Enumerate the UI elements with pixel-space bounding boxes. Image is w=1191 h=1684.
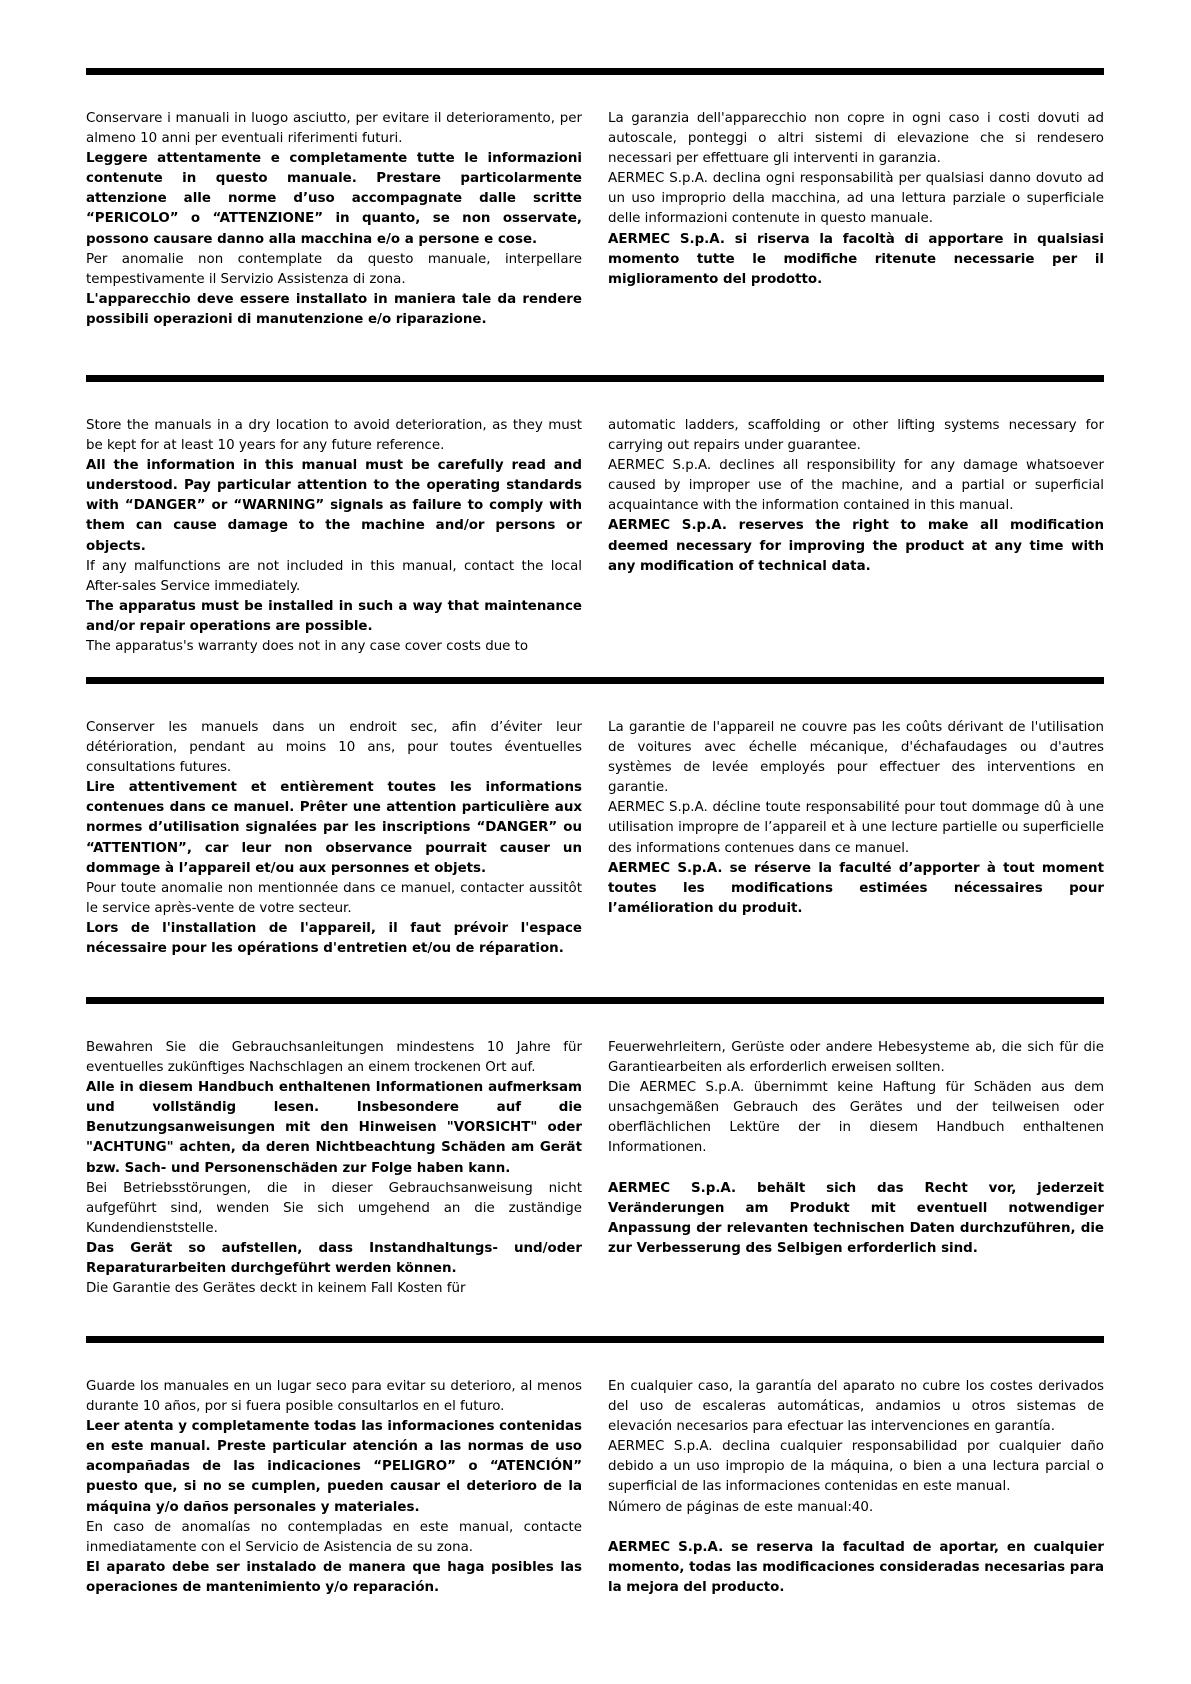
paragraph: AERMEC S.p.A. declina cualquier responsabilidad por cualquier daño debido a un uso impropio de la máquina, o bien a una lectura parcial o superficial de las informaciones contenidas en este manual.: [608, 1439, 1104, 1495]
section-rule: [86, 677, 1104, 684]
paragraph: automatic ladders, scaffolding or other lifting systems necessary for carrying out repairs under guarantee.: [608, 418, 1104, 454]
paragraph-bold: El aparato debe ser instalado de manera que haga posibles las operaciones de mantenimiento y/o reparación.: [86, 1559, 582, 1595]
paragraph-bold: Lors de l'installation de l'appareil, il faut prévoir l'espace nécessaire pour les opérations d'entretien et/ou de réparation.: [86, 920, 582, 957]
left-column: [86, 416, 582, 657]
paragraph-bold: AERMEC S.p.A. se reserva la facultad de aportar, en cualquier momento, todas las modificaciones consideradas necesarias para la mejora del producto.: [608, 1539, 1104, 1595]
right-column: [608, 1038, 1104, 1299]
paragraph: Conservare i manuali in luogo asciutto, per evitare il deterioramento, per almeno 10 anni per eventuali riferimenti futuri.: [86, 111, 582, 147]
paragraph: Die AERMEC S.p.A. übernimmt keine Haftung für Schäden aus dem unsachgemäßen Gebrauch des Gerätes und der teilweisen oder oberflächlichen Lektüre der in diesem Handbuch enthaltenen Informationen.: [608, 1080, 1104, 1156]
paragraph: Per anomalie non contemplate da questo manuale, interpellare tempestivamente il Servizio Assistenza di zona.: [86, 251, 582, 287]
paragraph-bold: All the information in this manual must be carefully read and understood. Pay particular attention to the operating standards with “DANGER” or “WARNING” signals as failure to comply with them can cause damage to the machine and/or persons or objects.: [86, 458, 582, 554]
paragraph: Feuerwehrleitern, Gerüste oder andere Hebesysteme ab, die sich für die Garantiearbeiten als erforderlich erweisen sollten.: [608, 1040, 1104, 1076]
paragraph-bold: AERMEC S.p.A. reserves the right to make all modification deemed necessary for improving the product at any time with any modification of technical data.: [608, 518, 1104, 574]
paragraph: The apparatus's warranty does not in any case cover costs due to: [86, 639, 529, 655]
paragraph: Guarde los manuales en un lugar seco para evitar su deterioro, al menos durante 10 años, por si fuera posible consultarlos en el futuro.: [86, 1379, 582, 1415]
section-columns: [86, 718, 1104, 959]
right-column: [608, 109, 1104, 330]
section-columns: [86, 416, 1104, 657]
paragraph-bold: AERMEC S.p.A. behält sich das Recht vor, jederzeit Veränderungen am Produkt mit eventuell notwendiger Anpassung der relevanten technischen Daten durchzuführen, die zur Verbesserung des Selbigen erforderlich sind.: [608, 1180, 1104, 1256]
section-italian: [86, 68, 1104, 330]
paragraph: Pour toute anomalie non mentionnée dans ce manuel, contacter aussitôt le service après-vente de votre secteur.: [86, 880, 582, 916]
paragraph: If any malfunctions are not included in this manual, contact the local After-sales Service immediately.: [86, 558, 582, 594]
right-column: [608, 1377, 1104, 1598]
section-columns: [86, 109, 1104, 330]
paragraph-bold: Lire attentivement et entièrement toutes les informations contenues dans ce manuel. Prêter une attention particulière aux normes d’utilisation signalées par les inscriptions “DANGER” ou “ATTENTION”, car leur non observance pourrait causer un dommage à l’appareil et/ou aux personnes et objets.: [86, 780, 582, 876]
paragraph: La garantie de l'appareil ne couvre pas les coûts dérivant de l'utilisation de voitures avec échelle mécanique, d'échafaudages ou d'autres systèmes de levée employés pour effectuer des interventions en garantie.: [608, 720, 1104, 796]
right-column: [608, 718, 1104, 959]
paragraph: En caso de anomalías no contempladas en este manual, contacte inmediatamente con el Servicio de Asistencia de su zona.: [86, 1519, 582, 1555]
paragraph-bold: Leggere attentamente e completamente tutte le informazioni contenute in questo manuale. Prestare particolarmente attenzione alle norme d’uso accompagnate dalle scritte “PERICOLO” o “ATTENZIONE” in quanto, se non osservate, possono causare danno alla macchina e/o a persone e cose.: [86, 151, 582, 247]
section-german: [86, 997, 1104, 1299]
spacer: [608, 1159, 1104, 1179]
left-column: [86, 1377, 582, 1598]
paragraph: AERMEC S.p.A. décline toute responsabilité pour tout dommage dû à une utilisation impropre de l’appareil et à une lecture partielle ou superficielle des informations contenues dans ce manuel.: [608, 800, 1104, 856]
left-column: [86, 1038, 582, 1299]
section-rule: [86, 68, 1104, 75]
section-rule: [86, 375, 1104, 382]
section-english: [86, 375, 1104, 657]
paragraph: Die Garantie des Gerätes deckt in keinem Fall Kosten für: [86, 1281, 466, 1297]
paragraph-bold: AERMEC S.p.A. si riserva la facoltà di apportare in qualsiasi momento tutte le modifiche ritenute necessarie per il miglioramento del prodotto.: [608, 231, 1104, 287]
paragraph-bold: The apparatus must be installed in such a way that maintenance and/or repair operations are possible.: [86, 598, 582, 634]
paragraph: Bei Betriebsstörungen, die in dieser Gebrauchsanweisung nicht aufgeführt sind, wenden Sie sich umgehend an die zuständige Kundendienststelle.: [86, 1180, 582, 1236]
section-columns: [86, 1038, 1104, 1299]
paragraph: En cualquier caso, la garantía del aparato no cubre los costes derivados del uso de escaleras automáticas, andamios u otros sistemas de elevación necesarios para efectuar las intervenciones en garantía.: [608, 1379, 1104, 1435]
paragraph-bold: Leer atenta y completamente todas las informaciones contenidas en este manual. Preste particular atención a las normas de uso acompañadas de las indicaciones “PELIGRO” o “ATENCIÓN” puesto que, si no se cumplen, pueden causar el deterioro de la máquina y/o daños personales y materiales.: [86, 1419, 582, 1515]
paragraph: AERMEC S.p.A. declines all responsibility for any damage whatsoever caused by improper use of the machine, and a partial or superficial acquaintance with the information contained in this manual.: [608, 458, 1104, 514]
page-count-text: Número de páginas de este manual:40.: [608, 1499, 874, 1515]
paragraph: La garanzia dell'apparecchio non copre in ogni caso i costi dovuti ad autoscale, ponteggi o altri sistemi di elevazione che si rendesero necessari per effettuare gli interventi in garanzia.: [608, 111, 1104, 167]
paragraph: AERMEC S.p.A. declina ogni responsabilità per qualsiasi danno dovuto ad un uso improprio della macchina, ad una lettura parziale o superficiale delle informazioni contenute in questo manuale.: [608, 171, 1104, 227]
section-french: [86, 677, 1104, 959]
section-rule: [86, 997, 1104, 1004]
paragraph-bold: L'apparecchio deve essere installato in maniera tale da rendere possibili operazioni di manutenzione e/o riparazione.: [86, 291, 582, 327]
left-column: [86, 718, 582, 959]
paragraph: Bewahren Sie die Gebrauchsanleitungen mindestens 10 Jahre für eventuelles zukünftiges Nachschlagen an einem trockenen Ort auf.: [86, 1040, 582, 1076]
paragraph-bold: AERMEC S.p.A. se réserve la faculté d’apporter à tout moment toutes les modifications estimées nécessaires pour l’amélioration du produit.: [608, 860, 1104, 916]
section-spanish: [86, 1336, 1104, 1598]
paragraph: Conserver les manuels dans un endroit sec, afin d’éviter leur détérioration, pendant au moins 10 ans, pour toutes éventuelles consultations futures.: [86, 720, 582, 776]
paragraph: Store the manuals in a dry location to avoid deterioration, as they must be kept for at least 10 years for any future reference.: [86, 418, 582, 454]
section-rule: [86, 1336, 1104, 1343]
paragraph-bold: Alle in diesem Handbuch enthaltenen Informationen aufmerksam und vollständig lesen. Insbesondere auf die Benutzungsanweisungen mit den Hinweisen "VORSICHT" oder "ACHTUNG" achten, da deren Nichtbeachtung Schäden am Gerät bzw. Sach- und Personenschäden zur Folge haben kann.: [86, 1080, 582, 1176]
left-column: [86, 109, 582, 330]
right-column: [608, 416, 1104, 657]
paragraph-bold: Das Gerät so aufstellen, dass Instandhaltungs- und/oder Reparaturarbeiten durchgeführt werden können.: [86, 1240, 582, 1277]
spacer: [608, 1518, 1104, 1538]
section-columns: [86, 1377, 1104, 1598]
